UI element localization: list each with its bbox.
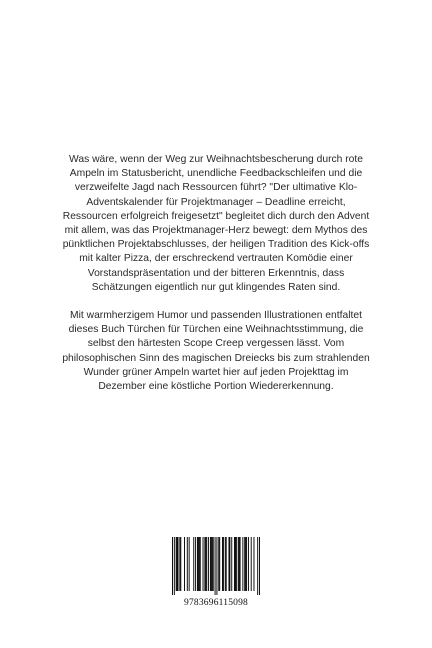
barcode-bar [212, 537, 213, 591]
barcode-bar [229, 537, 230, 591]
isbn-barcode [168, 535, 264, 619]
barcode-bar [238, 537, 239, 591]
barcode-bar [223, 537, 224, 591]
barcode-bar [174, 537, 175, 595]
barcode-bar [251, 537, 252, 591]
barcode-bar [206, 537, 207, 591]
barcode-bar [193, 537, 194, 591]
barcode-bar [219, 537, 220, 591]
barcode-bar [208, 537, 209, 591]
barcode-bar [216, 537, 217, 595]
barcode-bar [240, 537, 241, 591]
barcode-bar [218, 537, 219, 591]
barcode-bar [200, 537, 201, 591]
barcode-bar [176, 537, 177, 591]
barcode-bar [259, 537, 260, 595]
barcode-bar [229, 537, 230, 591]
barcode-bar [225, 537, 226, 591]
barcode-bars [172, 537, 260, 595]
barcode-bar [179, 537, 180, 591]
barcode-bar [198, 537, 199, 591]
barcode-bar [226, 537, 227, 591]
barcode-bar [187, 537, 188, 591]
barcode-bar [242, 537, 243, 591]
barcode-bar [195, 537, 196, 591]
barcode-bar [178, 537, 179, 591]
blurb-paragraph-2: Mit warmherzigem Humor und passenden Illustrationen entfaltet dieses Buch Türchen für Türchen eine Weihnachtsstimmung, die selbst den härtesten Scope Creep vergessen lässt. Vom philosophischen Sinn des magischen Dreiecks bis zum strahlenden Wunder grüner Ampeln wartet hier auf jeden Projekttag im Dezember eine köstliche Portion Wiedererkennung. [62, 310, 370, 393]
barcode-bar [245, 537, 246, 591]
barcode-bar [257, 537, 258, 595]
barcode-bar [239, 537, 240, 591]
barcode-bar [254, 537, 255, 591]
barcode-bar [210, 537, 211, 591]
barcode-bar [248, 537, 249, 591]
barcode-bar [244, 537, 245, 591]
barcode-bar [231, 537, 232, 591]
barcode-bar [234, 537, 235, 591]
barcode-bar [184, 537, 185, 591]
barcode-bar [197, 537, 198, 591]
barcode-bar [205, 537, 206, 591]
barcode-bar [203, 537, 204, 591]
barcode-bar [211, 537, 212, 591]
isbn-number: 9783696115098 [184, 598, 248, 608]
barcode-bar [222, 537, 223, 591]
blurb-text [60, 153, 372, 394]
barcode-bar [236, 537, 237, 591]
barcode-bar [180, 537, 181, 591]
barcode-bar [213, 537, 214, 591]
barcode-bar [235, 537, 236, 591]
barcode-bar [215, 537, 216, 595]
barcode-bar [204, 537, 205, 591]
barcode-bar [177, 537, 178, 591]
barcode-bar [189, 537, 190, 591]
barcode-bar [199, 537, 200, 591]
barcode-bar [246, 537, 247, 591]
barcode-bar [172, 537, 173, 595]
blurb-paragraph-1: Was wäre, wenn der Weg zur Weihnachtsbescherung durch rote Ampeln im Statusbericht, unendliche Feedbackschleifen und die verzweifelte Jagd nach Ressourcen führt? "Der ultimative Klo-Adventskalender für Projektmanager – Deadline erreicht, Ressourcen erfolgreich freigesetzt" begleitet dich durch den Advent mit allem, was das Projektmanager-Herz bewegt: dem Mythos des pünktlichen Projektabschlusses, der heiligen Tradition des Kick-offs mit kalter Pizza, der erschreckend vertrauten Komödie einer Vorstandspräsentation und der bitteren Erkenntnis, dass Schätzungen eigentlich nur gut klingendes Raten sind. [62, 154, 370, 293]
